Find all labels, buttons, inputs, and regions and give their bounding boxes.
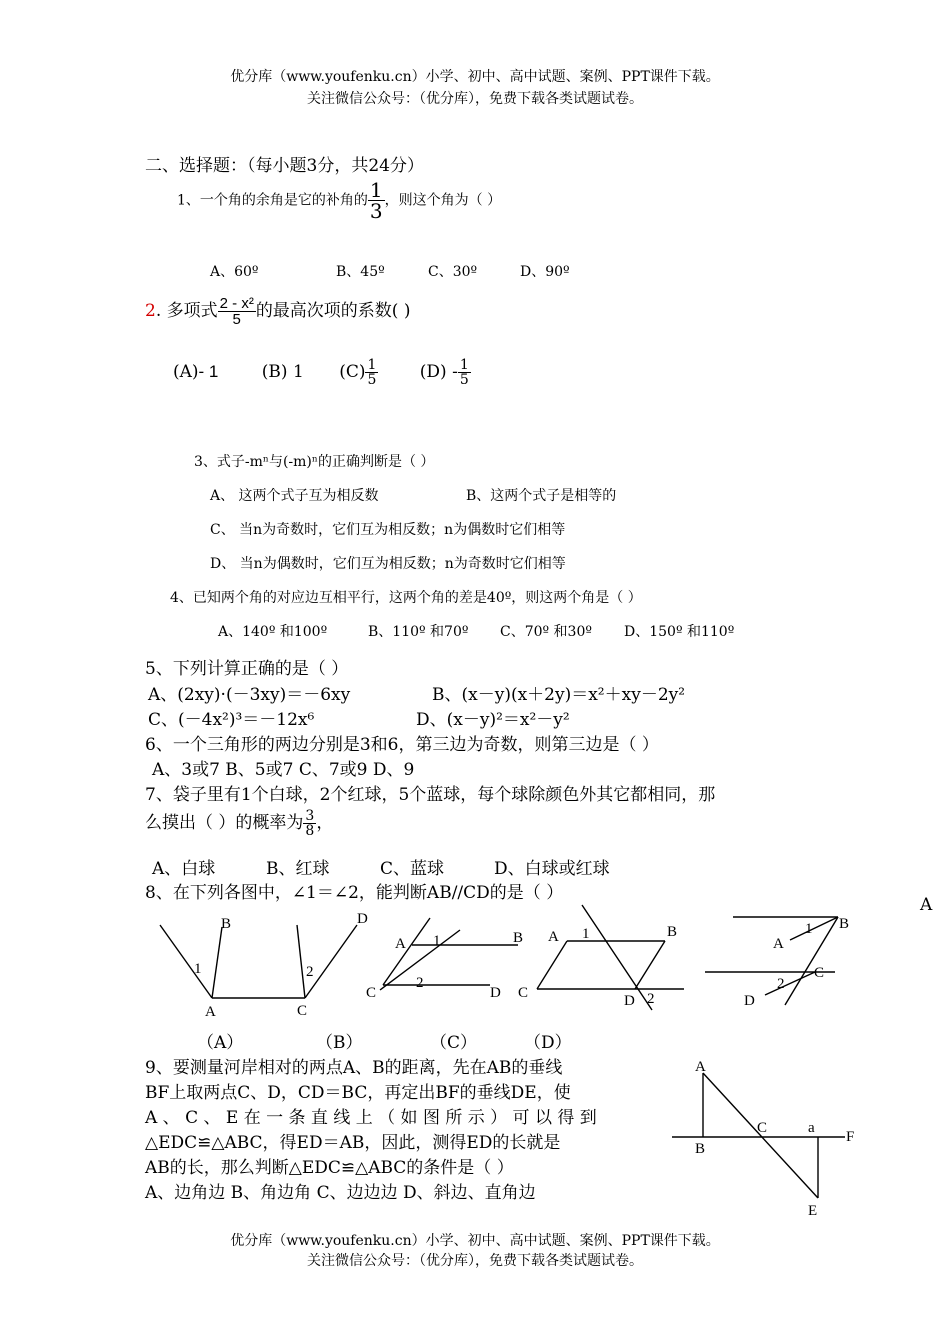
question-6: 6、一个三角形的两边分别是3和6，第三边为奇数，则第三边是（ ）	[145, 735, 659, 755]
q8-stray-label: A	[920, 895, 933, 915]
q7-option-b: B、红球	[266, 859, 330, 879]
q8-caption-c: （C）	[430, 1033, 478, 1053]
q1-frac-num: 1	[369, 178, 383, 202]
q2-opt-a-label: (A)	[173, 362, 199, 382]
q4-option-c: C、70º 和30º	[500, 624, 592, 640]
question-4: 4、已知两个角的对应边互相平行，这两个角的差是40º，则这两个角是（ ）	[170, 590, 642, 606]
q9-label-b: B	[695, 1141, 706, 1157]
q2-opt-d-den: 5	[459, 372, 469, 388]
question-9-line-6: A、边角边 B、角边角 C、边边边 D、斜边、直角边	[145, 1183, 536, 1203]
fig-d-label-c: C	[814, 965, 825, 981]
question-9-line-3: A 、 C 、 E 在 一 条 直 线 上 （ 如 图 所 示 ） 可 以 得 到	[145, 1108, 597, 1128]
q4-option-b: B、110º 和70º	[368, 624, 469, 640]
q3-option-b: B、这两个式子是相等的	[466, 488, 617, 504]
q2-opt-a-value: - 1	[198, 362, 219, 381]
q9-label-f: F	[846, 1129, 855, 1145]
q7-line2-prefix: 么摸出（ ）的概率为	[145, 813, 304, 833]
fig-b-label-d: D	[490, 985, 501, 1001]
q5-option-c: C、(－4x²)³＝－12x⁶	[148, 710, 315, 730]
q7-option-a: A、白球	[152, 859, 216, 879]
question-3: 3、式子-mⁿ与(-m)ⁿ的正确判断是（ ）	[194, 454, 435, 470]
fig-c-transversal	[582, 905, 652, 1010]
q9-label-a: A	[695, 1059, 706, 1075]
q7-frac-den: 8	[305, 823, 315, 839]
fig-a-right-line	[305, 925, 357, 998]
fig-d-label-2: 2	[777, 976, 785, 992]
fig-d-label-b: B	[839, 916, 850, 932]
question-9-line-2: BF上取两点C、D，CD＝BC，再定出BF的垂线DE，使	[145, 1083, 571, 1103]
fig-a-label-1: 1	[194, 961, 202, 977]
fig-b-label-2: 2	[416, 975, 424, 991]
q8-caption-a: （A）	[197, 1033, 244, 1053]
q1-option-d: D、90º	[520, 264, 570, 280]
q8-caption-d: （D）	[524, 1033, 572, 1053]
q2-suffix: 的最高次项的系数( )	[255, 301, 411, 321]
fig-a-left-line	[160, 925, 212, 998]
q7-line2-suffix: ，	[316, 813, 334, 833]
q2-frac-num: 2 - x²	[219, 295, 254, 312]
q9-label-c: C	[757, 1120, 768, 1136]
q7-frac-num: 3	[305, 808, 315, 824]
header-line-1: 优分库（www.youfenku.cn）小学、初中、高中试题、案例、PPT课件下载。	[230, 69, 720, 85]
q5-option-d: D、(x－y)²＝x²－y²	[416, 710, 570, 730]
fig-a-ab-line	[212, 927, 222, 998]
q2-prefix: . 多项式	[155, 301, 218, 321]
question-5: 5、下列计算正确的是（ ）	[145, 659, 349, 679]
fig-a-label-a: A	[205, 1004, 216, 1020]
fig-d-label-1: 1	[805, 921, 813, 937]
q2-opt-d-label: (D) -	[419, 362, 458, 382]
question-9-line-4: △EDC≌△ABC，得ED＝AB，因此，测得ED的长就是	[145, 1133, 561, 1153]
fig-d-label-d: D	[744, 993, 755, 1009]
q6-options: A、3或7 B、5或7 C、7或9 D、9	[152, 760, 415, 780]
footer-line-1: 优分库（www.youfenku.cn）小学、初中、高中试题、案例、PPT课件下载。	[230, 1233, 720, 1249]
q3-option-c: C、 当n为奇数时，它们互为相反数；n为偶数时它们相等	[210, 522, 566, 538]
fig-a-label-c: C	[297, 1003, 308, 1019]
q1-frac-den: 3	[369, 199, 383, 223]
fig-c-label-d: D	[624, 993, 635, 1009]
fig-c-bd-line	[635, 941, 665, 989]
q2-opt-c-num: 1	[367, 357, 377, 373]
q5-option-a: A、(2xy)·(－3xy)＝－6xy	[148, 685, 351, 705]
q5-option-b: B、(x－y)(x＋2y)＝x²＋xy－2y²	[432, 685, 686, 705]
question-8: 8、在下列各图中，∠1＝∠2，能判断AB//CD的是（ ）	[145, 883, 564, 903]
q2-frac-den: 5	[218, 311, 256, 327]
question-7: 7、袋子里有1个白球，2个红球，5个蓝球，每个球除颜色外其它都相同，那	[145, 785, 716, 805]
fig-b-label-1: 1	[433, 933, 441, 949]
q9-label-e: E	[808, 1203, 818, 1219]
q4-option-a: A、140º 和100º	[218, 624, 328, 640]
q7-option-d: D、白球或红球	[494, 859, 610, 879]
q3-option-d: D、 当n为偶数时，它们互为相反数；n为奇数时它们相等	[210, 556, 566, 572]
question-9-line-5: AB的长，那么判断△EDC≌△ABC的条件是（ ）	[145, 1158, 514, 1178]
fig-c-label-1: 1	[582, 926, 590, 942]
fig-d-cd-line	[765, 972, 815, 995]
fig-b-label-a: A	[395, 936, 406, 952]
section-title: 二、选择题：（每小题3分，共24分）	[145, 156, 424, 176]
fig-c-ac-line	[537, 941, 567, 989]
fig-c-label-2: 2	[647, 991, 655, 1007]
q9-label-a-small: a	[808, 1120, 815, 1136]
q8-caption-b: （B）	[316, 1033, 363, 1053]
fig-a-label-2: 2	[306, 964, 314, 980]
q2-number: 2	[145, 301, 156, 321]
q2-opt-c-label: (C)	[339, 362, 366, 382]
q7-option-c: C、蓝球	[380, 859, 445, 879]
q1-option-c: C、30º	[428, 264, 478, 280]
q1-suffix: ，则这个角为（ ）	[384, 192, 502, 209]
header-line-2: 关注微信公众号：（优分库），免费下载各类试题试卷。	[307, 91, 643, 107]
fig-a-label-d: D	[357, 911, 368, 927]
fig-a-label-b: B	[221, 916, 232, 932]
fig-b-label-c: C	[366, 985, 377, 1001]
question-9-line-1: 9、要测量河岸相对的两点A、B的距离，先在AB的垂线	[145, 1058, 563, 1078]
q1-option-b: B、45º	[336, 264, 385, 280]
q4-option-d: D、150º 和110º	[624, 624, 735, 640]
fig-c-label-c: C	[518, 985, 529, 1001]
q1-option-a: A、60º	[210, 264, 259, 280]
footer-line-2: 关注微信公众号：（优分库），免费下载各类试题试卷。	[307, 1253, 643, 1269]
q2-opt-d-num: 1	[459, 357, 469, 373]
fig-d-label-a: A	[773, 936, 784, 952]
fig-c-label-a: A	[548, 929, 559, 945]
q2-opt-c-den: 5	[367, 372, 377, 388]
fig-b-label-b: B	[513, 930, 524, 946]
q3-option-a: A、 这两个式子互为相反数	[210, 488, 379, 504]
fig-a-cd-inner-line	[297, 925, 305, 998]
q2-opt-b: (B) 1	[261, 362, 304, 382]
q1-prefix: 1、一个角的余角是它的补角的	[177, 192, 368, 209]
fig-c-label-b: B	[667, 924, 678, 940]
